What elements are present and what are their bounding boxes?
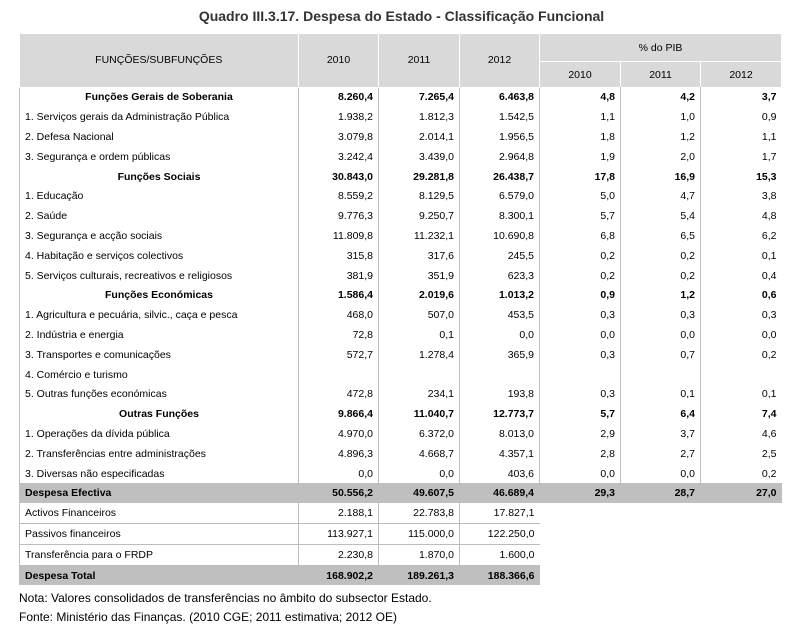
pct-cell: 0,0 <box>540 325 621 345</box>
table-row <box>20 345 782 365</box>
value-cell: 2.188,1 <box>299 503 379 523</box>
pct-cell: 4,8 <box>701 206 782 226</box>
table-row <box>20 483 782 503</box>
header-year-2012: 2012 <box>460 34 540 87</box>
row-label: 3. Transportes e comunicações <box>20 345 299 365</box>
table-row <box>20 444 782 464</box>
table-row <box>20 424 782 444</box>
value-cell: 8.559,2 <box>299 186 379 206</box>
pct-cell <box>701 365 782 385</box>
row-label: 2. Saúde <box>20 206 299 226</box>
pct-cell: 6,5 <box>621 226 701 246</box>
value-cell: 1.812,3 <box>379 107 460 127</box>
value-cell: 1.938,2 <box>299 107 379 127</box>
table-row <box>20 524 782 545</box>
table-row <box>20 186 782 206</box>
expenditure-table <box>19 34 782 585</box>
pct-cell: 2,0 <box>621 147 701 167</box>
table-row <box>20 464 782 484</box>
pct-cell: 17,8 <box>540 167 621 187</box>
pct-cell: 0,0 <box>621 464 701 484</box>
value-cell: 0,0 <box>460 325 540 345</box>
value-cell: 11.232,1 <box>379 226 460 246</box>
row-label: 1. Agricultura e pecuária, silvic., caça e pesca <box>20 305 299 325</box>
value-cell: 3.079,8 <box>299 127 379 147</box>
pct-cell <box>701 503 782 523</box>
pct-cell <box>540 565 621 585</box>
table-row <box>20 365 782 385</box>
table-row <box>20 246 782 266</box>
value-cell: 403,6 <box>460 464 540 484</box>
row-label: Funções Económicas <box>20 285 299 305</box>
pct-cell: 0,1 <box>701 246 782 266</box>
pct-cell <box>621 365 701 385</box>
pct-cell <box>701 524 782 545</box>
value-cell: 8.300,1 <box>460 206 540 226</box>
value-cell: 468,0 <box>299 305 379 325</box>
value-cell: 9.866,4 <box>299 404 379 424</box>
value-cell: 6.372,0 <box>379 424 460 444</box>
pct-cell: 0,3 <box>701 305 782 325</box>
pct-cell: 29,3 <box>540 483 621 503</box>
table-row <box>20 266 782 286</box>
value-cell: 50.556,2 <box>299 483 379 503</box>
pct-cell: 1,9 <box>540 147 621 167</box>
pct-cell: 1,1 <box>540 107 621 127</box>
value-cell: 1.870,0 <box>379 544 460 565</box>
value-cell: 1.542,5 <box>460 107 540 127</box>
pct-cell: 0,1 <box>621 384 701 404</box>
pct-cell: 0,0 <box>701 325 782 345</box>
pct-cell: 0,9 <box>701 107 782 127</box>
value-cell <box>460 365 540 385</box>
value-cell: 4.970,0 <box>299 424 379 444</box>
value-cell: 115.000,0 <box>379 524 460 545</box>
row-label: 2. Transferências entre administrações <box>20 444 299 464</box>
pct-cell: 0,3 <box>540 305 621 325</box>
value-cell: 193,8 <box>460 384 540 404</box>
pct-cell: 4,8 <box>540 87 621 107</box>
table-body <box>20 87 782 585</box>
value-cell: 4.896,3 <box>299 444 379 464</box>
pct-cell: 0,3 <box>621 305 701 325</box>
header-pct-2012: 2012 <box>701 62 782 88</box>
value-cell: 2.964,8 <box>460 147 540 167</box>
pct-cell: 0,0 <box>621 325 701 345</box>
value-cell: 189.261,3 <box>379 565 460 585</box>
value-cell: 3.439,0 <box>379 147 460 167</box>
pct-cell: 2,9 <box>540 424 621 444</box>
pct-cell: 0,3 <box>540 384 621 404</box>
pct-cell <box>621 503 701 523</box>
pct-cell: 0,2 <box>540 266 621 286</box>
row-label: 1. Operações da dívida pública <box>20 424 299 444</box>
value-cell <box>299 365 379 385</box>
value-cell: 8.260,4 <box>299 87 379 107</box>
pct-cell: 5,7 <box>540 404 621 424</box>
value-cell: 11.809,8 <box>299 226 379 246</box>
pct-cell: 15,3 <box>701 167 782 187</box>
row-label: Funções Gerais de Soberania <box>20 87 299 107</box>
pct-cell: 6,4 <box>621 404 701 424</box>
pct-cell <box>621 524 701 545</box>
pct-cell: 4,7 <box>621 186 701 206</box>
header-pct-2010: 2010 <box>540 62 621 88</box>
pct-cell: 1,1 <box>701 127 782 147</box>
pct-cell: 0,2 <box>540 246 621 266</box>
value-cell: 30.843,0 <box>299 167 379 187</box>
value-cell: 317,6 <box>379 246 460 266</box>
value-cell: 10.690,8 <box>460 226 540 246</box>
table-row <box>20 404 782 424</box>
pct-cell: 2,5 <box>701 444 782 464</box>
pct-cell: 1,8 <box>540 127 621 147</box>
value-cell: 6.579,0 <box>460 186 540 206</box>
pct-cell: 0,0 <box>540 464 621 484</box>
pct-cell: 0,1 <box>701 384 782 404</box>
pct-cell: 4,2 <box>621 87 701 107</box>
value-cell: 22.783,8 <box>379 503 460 523</box>
row-label: 2. Defesa Nacional <box>20 127 299 147</box>
pct-cell: 0,2 <box>621 266 701 286</box>
table-title: Quadro III.3.17. Despesa do Estado - Classificação Funcional <box>198 8 605 24</box>
row-label: Activos Financeiros <box>20 503 299 523</box>
value-cell: 472,8 <box>299 384 379 404</box>
value-cell: 4.668,7 <box>379 444 460 464</box>
value-cell: 7.265,4 <box>379 87 460 107</box>
value-cell: 46.689,4 <box>460 483 540 503</box>
pct-cell <box>621 565 701 585</box>
row-label: Despesa Efectiva <box>20 483 299 503</box>
value-cell: 12.773,7 <box>460 404 540 424</box>
row-label: 3. Segurança e ordem públicas <box>20 147 299 167</box>
table-row <box>20 167 782 187</box>
pct-cell: 0,9 <box>540 285 621 305</box>
footnotes <box>19 589 432 627</box>
value-cell: 453,5 <box>460 305 540 325</box>
value-cell: 507,0 <box>379 305 460 325</box>
row-label: Outras Funções <box>20 404 299 424</box>
pct-cell: 0,4 <box>701 266 782 286</box>
value-cell: 351,9 <box>379 266 460 286</box>
pct-cell <box>540 365 621 385</box>
pct-cell: 4,6 <box>701 424 782 444</box>
pct-cell <box>540 544 621 565</box>
pct-cell: 1,2 <box>621 127 701 147</box>
pct-cell <box>540 524 621 545</box>
value-cell: 0,0 <box>379 464 460 484</box>
row-label: 1. Serviços gerais da Administração Pública <box>20 107 299 127</box>
value-cell: 72,8 <box>299 325 379 345</box>
value-cell: 623,3 <box>460 266 540 286</box>
header-functions: FUNÇÕES/SUBFUNÇÕES <box>20 34 299 87</box>
source-text: Fonte: Ministério das Finanças. (2010 CGE; 2011 estimativa; 2012 OE) <box>19 610 397 624</box>
row-label: 4. Habitação e serviços colectivos <box>20 246 299 266</box>
note-text: Nota: Valores consolidados de transferências no âmbito do subsector Estado. <box>19 591 432 605</box>
pct-cell: 27,0 <box>701 483 782 503</box>
table-row <box>20 127 782 147</box>
table-row <box>20 226 782 246</box>
table-row <box>20 206 782 226</box>
pct-cell: 0,2 <box>621 246 701 266</box>
pct-cell: 3,8 <box>701 186 782 206</box>
table-row <box>20 384 782 404</box>
pct-cell: 1,2 <box>621 285 701 305</box>
table-row <box>20 87 782 107</box>
row-label: 3. Diversas não especificadas <box>20 464 299 484</box>
row-label: 2. Indústria e energia <box>20 325 299 345</box>
value-cell: 4.357,1 <box>460 444 540 464</box>
value-cell: 1.013,2 <box>460 285 540 305</box>
value-cell: 9.776,3 <box>299 206 379 226</box>
pct-cell: 0,7 <box>621 345 701 365</box>
value-cell: 11.040,7 <box>379 404 460 424</box>
pct-cell: 16,9 <box>621 167 701 187</box>
value-cell <box>379 365 460 385</box>
pct-cell: 5,7 <box>540 206 621 226</box>
value-cell: 315,8 <box>299 246 379 266</box>
value-cell: 572,7 <box>299 345 379 365</box>
value-cell: 1.600,0 <box>460 544 540 565</box>
header-pct-pib: % do PIB <box>540 34 782 62</box>
value-cell: 365,9 <box>460 345 540 365</box>
header-year-2010: 2010 <box>299 34 379 87</box>
value-cell: 2.019,6 <box>379 285 460 305</box>
table-row <box>20 107 782 127</box>
pct-cell: 5,0 <box>540 186 621 206</box>
value-cell: 49.607,5 <box>379 483 460 503</box>
pct-cell: 3,7 <box>621 424 701 444</box>
pct-cell: 2,8 <box>540 444 621 464</box>
row-label: Despesa Total <box>20 565 299 585</box>
row-label: 5. Outras funções económicas <box>20 384 299 404</box>
pct-cell <box>701 565 782 585</box>
pct-cell: 0,3 <box>540 345 621 365</box>
value-cell: 3.242,4 <box>299 147 379 167</box>
value-cell: 188.366,6 <box>460 565 540 585</box>
value-cell: 168.902,2 <box>299 565 379 585</box>
pct-cell <box>621 544 701 565</box>
value-cell: 6.463,8 <box>460 87 540 107</box>
pct-cell <box>540 503 621 523</box>
value-cell: 26.438,7 <box>460 167 540 187</box>
row-label: 1. Educação <box>20 186 299 206</box>
table-row <box>20 285 782 305</box>
pct-cell: 6,8 <box>540 226 621 246</box>
row-label: 4. Comércio e turismo <box>20 365 299 385</box>
pct-cell: 0,2 <box>701 464 782 484</box>
pct-cell: 0,6 <box>701 285 782 305</box>
pct-cell: 2,7 <box>621 444 701 464</box>
row-label: Passivos financeiros <box>20 524 299 545</box>
pct-cell: 3,7 <box>701 87 782 107</box>
value-cell: 9.250,7 <box>379 206 460 226</box>
header-pct-2011: 2011 <box>621 62 701 88</box>
value-cell: 245,5 <box>460 246 540 266</box>
table-row <box>20 325 782 345</box>
row-label: Transferência para o FRDP <box>20 544 299 565</box>
value-cell: 1.956,5 <box>460 127 540 147</box>
row-label: Funções Sociais <box>20 167 299 187</box>
pct-cell: 0,2 <box>701 345 782 365</box>
table-row <box>20 565 782 585</box>
value-cell: 8.129,5 <box>379 186 460 206</box>
value-cell: 1.586,4 <box>299 285 379 305</box>
table-row <box>20 544 782 565</box>
pct-cell: 1,7 <box>701 147 782 167</box>
row-label: 3. Segurança e acção sociais <box>20 226 299 246</box>
pct-cell: 7,4 <box>701 404 782 424</box>
table-row <box>20 503 782 523</box>
value-cell: 234,1 <box>379 384 460 404</box>
value-cell: 1.278,4 <box>379 345 460 365</box>
header-year-2011: 2011 <box>379 34 460 87</box>
table-row <box>20 147 782 167</box>
pct-cell: 1,0 <box>621 107 701 127</box>
value-cell: 17.827,1 <box>460 503 540 523</box>
pct-cell: 5,4 <box>621 206 701 226</box>
value-cell: 113.927,1 <box>299 524 379 545</box>
value-cell: 0,1 <box>379 325 460 345</box>
value-cell: 2.014,1 <box>379 127 460 147</box>
value-cell: 381,9 <box>299 266 379 286</box>
table-row <box>20 305 782 325</box>
row-label: 5. Serviços culturais, recreativos e religiosos <box>20 266 299 286</box>
value-cell: 2.230,8 <box>299 544 379 565</box>
value-cell: 29.281,8 <box>379 167 460 187</box>
pct-cell: 28,7 <box>621 483 701 503</box>
value-cell: 8.013,0 <box>460 424 540 444</box>
value-cell: 0,0 <box>299 464 379 484</box>
value-cell: 122.250,0 <box>460 524 540 545</box>
pct-cell <box>701 544 782 565</box>
pct-cell: 6,2 <box>701 226 782 246</box>
